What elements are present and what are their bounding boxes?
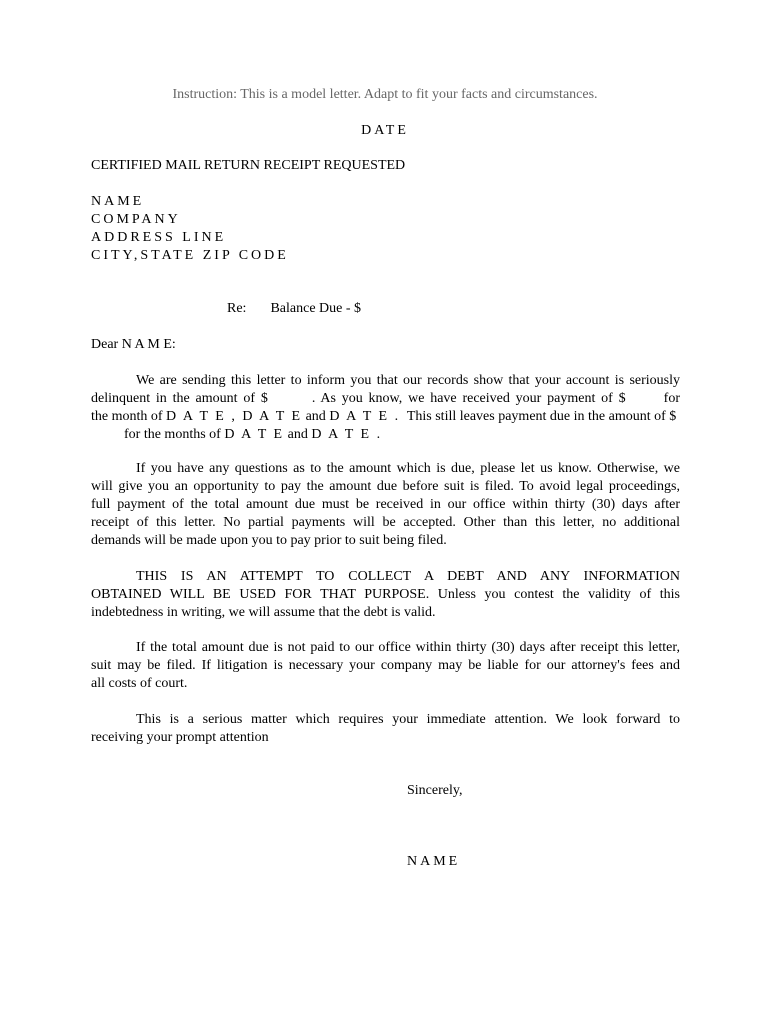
paragraph-line: THIS IS AN ATTEMPT TO COLLECT A DEBT AND ANY INFORMATION [136,569,680,584]
paragraph-line: all costs of court. [91,676,188,691]
paragraph-line: receipt of this letter. No partial payments will be accepted. Other than this letter, no additional [91,515,680,530]
recipient-name: NAME [91,194,145,209]
paragraph-questions [91,460,680,550]
salutation: Dear N A M E: [91,337,176,352]
paragraph-delinquency [91,372,680,444]
paragraph-line: full payment of the total amount due must be received in our office within thirty (30) days after [91,497,680,512]
reference-label: Re: [227,301,247,316]
reference-value: Balance Due - $ [270,301,362,316]
reference-line [227,300,361,318]
recipient-address-line: ADDRESS LINE [91,230,227,245]
paragraph-debt-notice [91,568,680,622]
paragraph-line: indebtedness in writing, we will assume that the debt is valid. [91,605,436,620]
paragraph-closing [91,711,680,747]
instruction-note: Instruction: This is a model letter. Adapt to fit your facts and circumstances. [172,87,598,102]
paragraph-line: suit may be filed. If litigation is necessary your company may be liable for our attorney's fees and [91,658,680,673]
signature-name: NAME [407,854,461,869]
paragraph-line: will give you an opportunity to pay the amount due before suit is filed. To avoid legal proceedings, [91,479,680,494]
paragraph-litigation [91,639,680,693]
recipient-city-state-zip: CITY,STATE ZIP CODE [91,248,289,263]
paragraph-line: This is a serious matter which requires your immediate attention. We look forward to [136,712,680,727]
paragraph-line: OBTAINED WILL BE USED FOR THAT PURPOSE. Unless you contest the validity of this [91,587,680,602]
certified-mail-line: CERTIFIED MAIL RETURN RECEIPT REQUESTED [91,158,406,173]
paragraph-line: the month of D A T E , D A T E and D A T E . This still leaves payment due in the amount of $ [91,409,677,424]
closing-salutation: Sincerely, [407,783,463,798]
paragraph-line: for the months of D A T E and D A T E . [124,427,383,442]
letter-date: DATE [361,123,409,138]
paragraph-line: delinquent in the amount of $ . As you know, we have received your payment of $ for [91,391,680,406]
paragraph-line: demands will be made upon you to pay prior to suit being filed. [91,533,447,548]
paragraph-line: receiving your prompt attention [91,730,269,745]
paragraph-line: If the total amount due is not paid to our office within thirty (30) days after receipt this letter, [136,640,680,655]
recipient-company: COMPANY [91,212,181,227]
paragraph-line: If you have any questions as to the amount which is due, please let us know. Otherwise, we [136,461,680,476]
paragraph-line: We are sending this letter to inform you that our records show that your account is seriously [136,373,680,388]
